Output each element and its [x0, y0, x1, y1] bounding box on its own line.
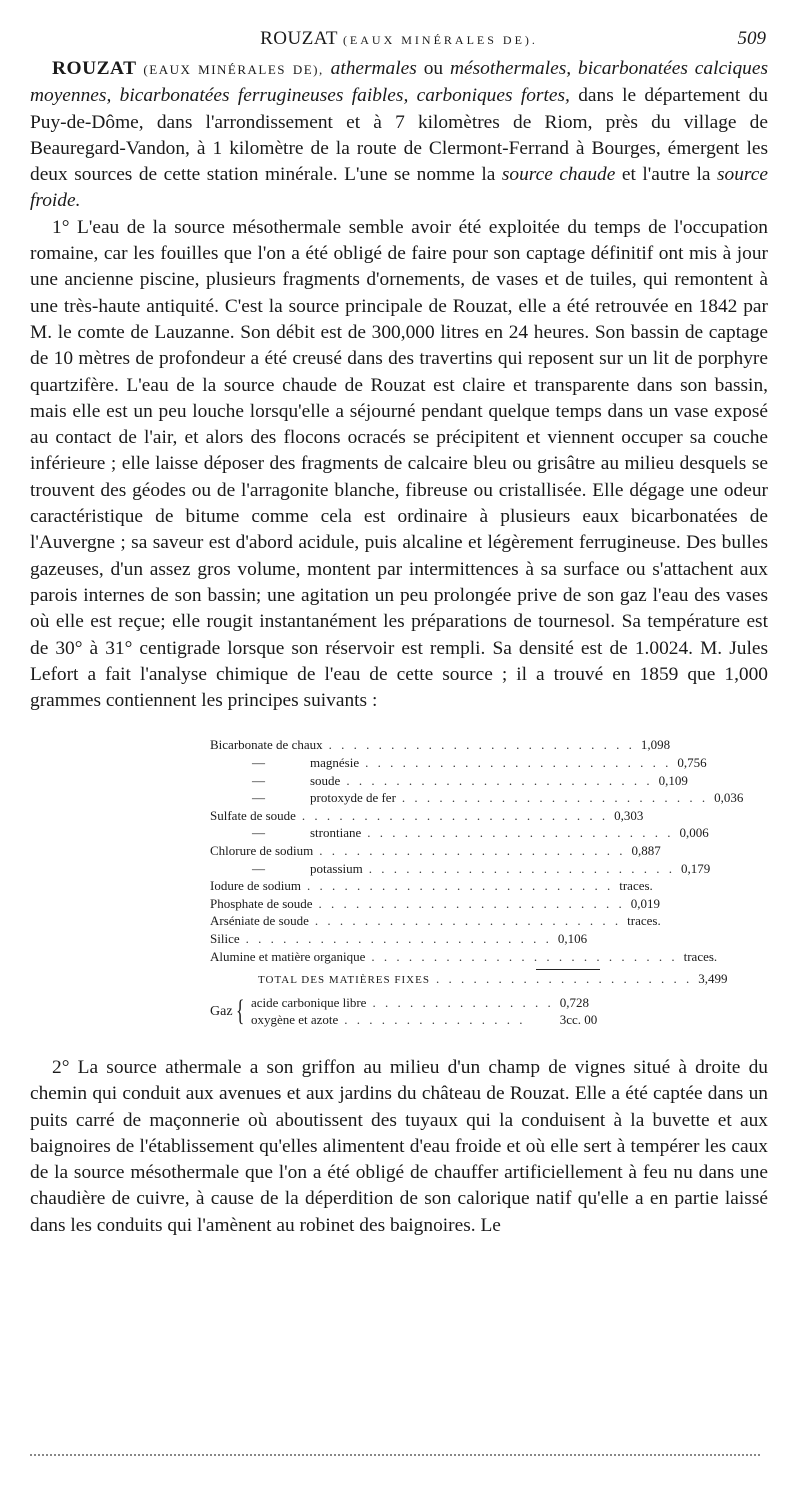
- leader-dots: . . . . . . . . . . . . . . . . . . . . . . . . .: [368, 860, 675, 876]
- analysis-row-name: [210, 842, 313, 860]
- section-2-paragraph: 2° La source athermale a son griffon au milieu d'un champ de vignes situé à droite du chemin qui conduit aux avenues et aux jardins du château de Rouzat. Elle a été captée dans un puits carré de maçonnerie où aboutissent des tuyaux qui la conduisent à la buvette et aux baignoires de l'établissement qu'elles alimentent d'eau froide et où elle sert à tempérer les caux de la source mésothermale que l'on a été obligé de chauffer artificiellement à feu nu dans une chaudière de cuivre, à cause de la déperdition de son calorique natif qu'elle a en partie laissé dans les conduits qui l'amènent au robinet des baignoires. Le: [30, 1056, 768, 1236]
- analysis-row-value: 0,109: [658, 772, 688, 788]
- analysis-table: [210, 736, 744, 1029]
- gas-label: Gaz: [210, 1003, 233, 1019]
- qualifier-1: athermales: [330, 58, 417, 79]
- page: [30, 24, 768, 1239]
- leader-dots: . . . . . . . . . . . . . . . . . . . . . . . . .: [318, 895, 625, 911]
- gas-rows: [251, 994, 616, 1029]
- analysis-row-label: Arséniate de soude: [210, 913, 309, 929]
- leader-dots: . . . . . . . . . . . . . . . . . . . . . . . . .: [346, 772, 653, 788]
- analysis-row-value: 1,098: [640, 737, 671, 753]
- qualifier-2: mésothermales, bicarbonatées calciques moyennes, bicarbonatées ferrugineuses faibles, carboniques fortes,: [30, 58, 768, 107]
- ditto-dash: —: [252, 772, 265, 788]
- analysis-row-name: [210, 912, 309, 930]
- analysis-row: [210, 860, 711, 878]
- ditto-dash: —: [252, 790, 265, 806]
- analysis-row-name: [210, 877, 301, 895]
- leader-dots: . . . . . . . . . . . . . . . . . . . . . . . . .: [314, 913, 622, 929]
- analysis-row-label: Alumine et matière organique: [210, 948, 366, 964]
- analysis-row: [210, 930, 600, 948]
- page-number: 509: [737, 28, 766, 49]
- analysis-row-name: [210, 948, 365, 966]
- leader-dots: . . . . . . . . . . . . . . .: [372, 994, 554, 1010]
- analysis-row-name: [210, 860, 363, 878]
- analysis-row-value: traces.: [683, 948, 718, 964]
- analysis-row-label: Bicarbonate de chaux: [210, 737, 323, 753]
- analysis-row-value: traces.: [619, 878, 653, 894]
- analysis-row-value: 0,106: [557, 930, 588, 946]
- leader-dots: . . . . . . . . . . . . . . . . . . . . . . . . .: [328, 737, 635, 753]
- analysis-row-value: 0,756: [677, 755, 707, 771]
- analysis-row-name: [210, 930, 240, 948]
- leader-dots: . . . . . . . . . . . . . . . . . . . . . . . . .: [301, 807, 609, 823]
- leader-dots: . . . . . . . . . . . . . . . . . . . . . . . . .: [367, 825, 674, 841]
- analysis-row: [210, 824, 709, 842]
- analysis-row-name: [210, 789, 396, 807]
- analysis-row: [210, 912, 661, 930]
- analysis-row-label: Chlorure de sodium: [210, 842, 314, 858]
- analysis-row-name: [210, 895, 313, 913]
- entry-headword-sub: (EAUX MINÉRALES DE),: [143, 62, 324, 77]
- analysis-row-value: 0,179: [680, 860, 711, 876]
- analysis-row: [210, 789, 744, 807]
- analysis-row-label: soude: [310, 772, 341, 788]
- qualifier-connector: ou: [423, 58, 444, 79]
- gas-row-name: oxygène et azote: [250, 1012, 339, 1028]
- analysis-row-label: potassium: [310, 860, 363, 876]
- analysis-row-value: 0,887: [631, 842, 661, 858]
- gas-row-value: 0,728: [559, 994, 589, 1010]
- analysis-row-label: magnésie: [310, 755, 360, 771]
- analysis-row: [210, 877, 653, 895]
- total-value: 3,499: [698, 971, 728, 987]
- gas-row-value: 3cc. 00: [559, 1012, 598, 1028]
- analysis-row: [210, 807, 644, 825]
- analysis-row: [210, 948, 718, 966]
- leader-dots: . . . . . . . . . . . . . . . . . . . . . . . . .: [371, 948, 678, 964]
- analysis-rows: [210, 736, 744, 965]
- leader-dots: . . . . . . . . . . . . . . . . . . . . . . . . .: [401, 790, 709, 806]
- analysis-row-label: Silice: [210, 930, 240, 946]
- leader-dots: . . . . . . . . . . . . . . . . . . . . .: [435, 971, 693, 987]
- analysis-row-value: 0,303: [614, 807, 644, 823]
- analysis-row: [210, 736, 671, 754]
- analysis-row-name: [210, 772, 340, 790]
- header-title-sub: (EAUX MINÉRALES DE).: [342, 33, 538, 47]
- analysis-row-value: 0,036: [714, 790, 744, 806]
- ditto-dash: —: [252, 860, 265, 876]
- header-title-main: ROUZAT: [260, 28, 338, 49]
- analysis-row: [210, 772, 688, 790]
- analysis-row-name: [210, 807, 296, 825]
- analysis-row-label: Sulfate de soude: [210, 807, 296, 823]
- header-title: [30, 28, 768, 50]
- leader-dots: . . . . . . . . . . . . . . .: [344, 1012, 526, 1028]
- running-header: [30, 24, 768, 56]
- total-label: TOTAL DES MATIÈRES FIXES: [258, 974, 430, 987]
- section-1-paragraph: 1° L'eau de la source mésothermale semble avoir été exploitée du temps de l'occupation romaine, car les fouilles que l'on a été obligé de faire pour son captage définitif ont mis à jour une ancienne piscine, plusieurs fragments d'ornements, de vases et de tuiles, qui remontent à une très-haute antiquité. C'est la source principale de Rouzat, elle a été retrouvée en 1842 par M. le comte de Lauzanne. Son débit est de 300,000 litres en 24 heures. Son bassin de captage de 10 mètres de profondeur a été creusé dans des travertins qui reposent sur un lit de porphyre quartzifère. L'eau de la source chaude de Rouzat est claire et transparente dans son bassin, mais elle est un peu louche lorsqu'elle a séjourné pendant quelque temps dans un vase exposé au contact de l'air, et alors des flocons ocracés se précipitent et viennent occuper sa couche inférieure ; elle laisse déposer des fragments de calcaire bleu ou grisâtre au milieu desquels se trouvent des géodes ou de l'arragonite blanche, fibreuse ou cristallisée. Elle dégage une odeur caractéristique de bitume comme cela est ordinaire à plusieurs eaux bicarbonatées de l'Auvergne ; sa saveur est d'abord acidule, puis alcaline et légèrement ferrugineuse. Des bulles gazeuses, d'un assez gros volume, montent par intermittences à sa surface ou s'attachent aux parois internes de son bassin; une agitation un peu prolongée prive de son gaz l'eau des vases où elle est reçue; elle rougit instantanément les préparations de tournesol. Sa température est de 30° à 31° centigrade lorsque son réservoir est rempli. Sa densité est de 1.0024. M. Jules Lefort a fait l'analyse chimique de l'eau de cette source ; il a trouvé en 1859 que 1,000 grammes contiennent les principes suivants :: [30, 216, 768, 712]
- intro-paragraph: [30, 56, 768, 215]
- intro-body: dans le département du Puy-de-Dôme, dans l'arrondissement et à 7 kilomètres de Riom, près du village de Beauregard-Vandon, à 1 kilomètre de la route de Clermont-Ferrand à Bourges, émergent les deux sources de cette station minérale. L'une se nomme la: [30, 85, 768, 186]
- leader-dots: . . . . . . . . . . . . . . . . . . . . . . . . .: [365, 755, 672, 771]
- intro-and: et l'autre la: [621, 164, 711, 186]
- analysis-row-name: [210, 824, 361, 842]
- gas-row: [251, 994, 616, 1012]
- analysis-row-label: strontiane: [310, 825, 362, 841]
- source-chaude: source chaude: [501, 164, 616, 186]
- analysis-row-value: 0,019: [630, 895, 661, 911]
- brace-glyph: {: [235, 994, 245, 1028]
- leader-dots: . . . . . . . . . . . . . . . . . . . . . . . . .: [306, 878, 614, 894]
- gas-row-name: acide carbonique libre: [250, 994, 367, 1010]
- analysis-row-label: Iodure de sodium: [210, 878, 301, 894]
- gas-row: [251, 1011, 616, 1029]
- ditto-dash: —: [252, 755, 265, 771]
- analysis-row: [210, 895, 661, 913]
- leader-dots: . . . . . . . . . . . . . . . . . . . . . . . . .: [319, 842, 626, 858]
- ditto-dash: —: [252, 825, 265, 841]
- analysis-row-label: Phosphate de soude: [210, 895, 313, 911]
- analysis-row-name: [210, 754, 359, 772]
- leader-dots: . . . . . . . . . . . . . . . . . . . . . . . . .: [245, 930, 552, 946]
- source-froide: source froide.: [30, 164, 768, 212]
- analysis-row-value: 0,006: [679, 825, 709, 841]
- gas-group: [210, 994, 600, 1029]
- footer-dotted-rule: [30, 1454, 760, 1456]
- analysis-row-name: [210, 736, 323, 754]
- analysis-row: [210, 754, 707, 772]
- entry-headword: ROUZAT: [52, 58, 137, 79]
- analysis-row-value: traces.: [627, 913, 661, 929]
- total-row: [210, 970, 728, 990]
- analysis-row: [210, 842, 661, 860]
- analysis-row-label: protoxyde de fer: [310, 790, 396, 806]
